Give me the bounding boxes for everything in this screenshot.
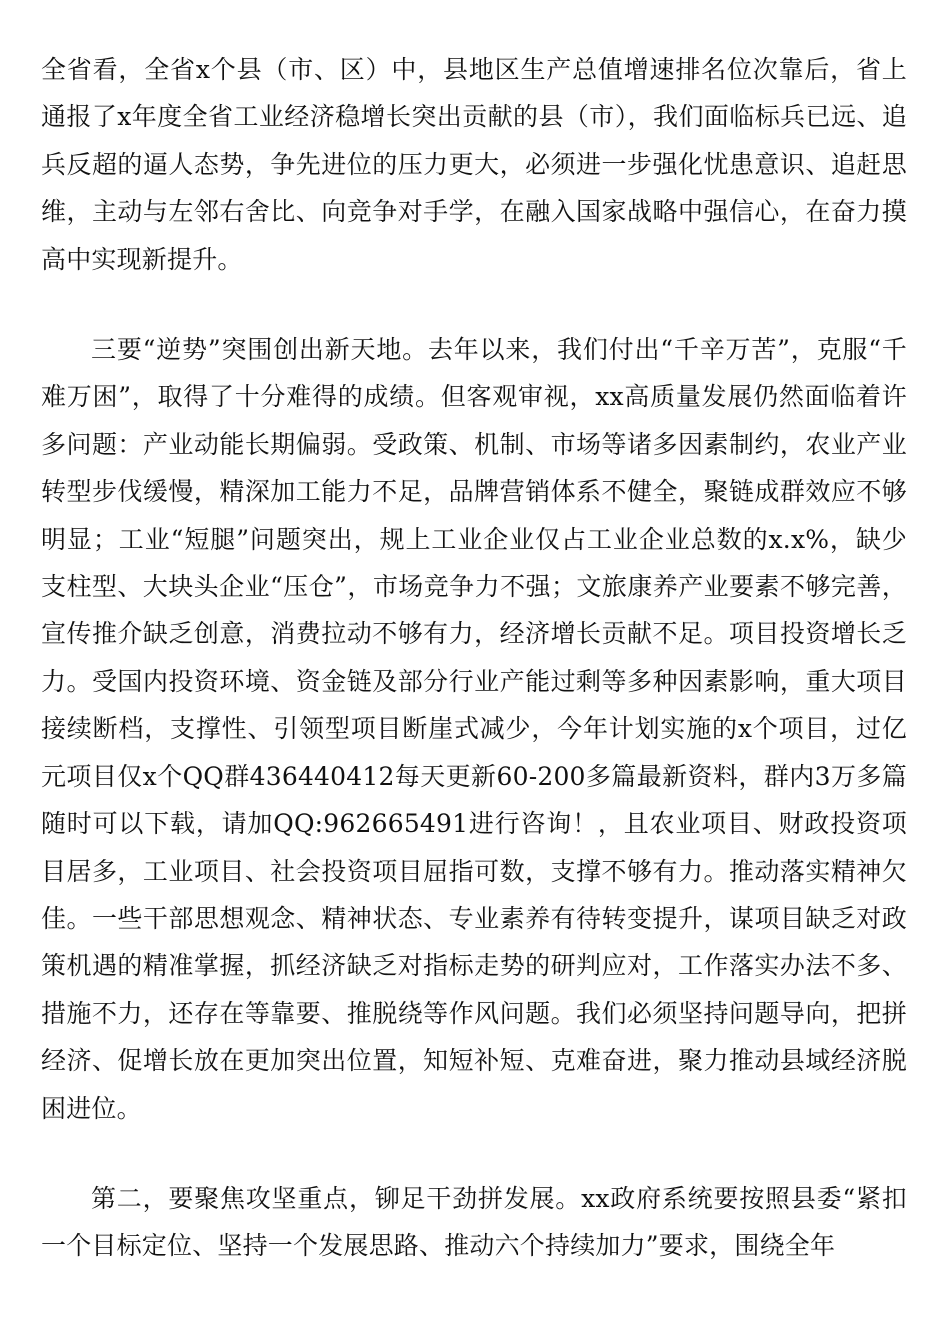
paragraph-spacer — [41, 1132, 907, 1175]
paragraph-third-point: 三要“逆势”突围创出新天地。去年以来，我们付出“千辛万苦”，克服“千难万困”，取得了十分难得的成绩。但客观审视，xx高质量发展仍然面临着许多问题：产业动能长期偏弱。受政策、机制、市场等诸多因素制约，农业产业转型步伐缓慢，精深加工能力不足，品牌营销体系不健全，聚链成群效应不够明显；工业“短腿”问题突出，规上工业企业仅占工业企业总数的x.x%，缺少支柱型、大块头企业“压仓”，市场竞争力不强；文旅康养产业要素不够完善，宣传推介缺乏创意，消费拉动不够有力，经济增长贡献不足。项目投资增长乏力。受国内投资环境、资金链及部分行业产能过剩等多种因素影响，重大项目接续断档，支撑性、引领型项目断崖式减少，今年计划实施的x个项目，过亿元项目仅x个QQ群436440412每天更新60-200多篇最新资料，群内3万多篇随时可以下载，请加QQ:962665491进行咨询！，且农业项目、财政投资项目居多，工业项目、社会投资项目屈指可数，支撑不够有力。推动落实精神欠佳。一些干部思想观念、精神状态、专业素养有待转变提升，谋项目缺乏对政策机遇的精准掌握，抓经济缺乏对指标走势的研判应对，工作落实办法不多、措施不力，还存在等靠要、推脱绕等作风问题。我们必须坚持问题导向，把拼经济、促增长放在更加突出位置，知短补短、克难奋进，聚力推动县域经济脱困进位。 — [41, 335, 907, 1123]
paragraph-continuation: 全省看，全省x个县（市、区）中，县地区生产总值增速排名位次靠后，省上通报了x年度全省工业经济稳增长突出贡献的县（市），我们面临标兵已远、追兵反超的逼人态势，争先进位的压力更大，必须进一步强化忧患意识、追赶思维，主动与左邻右舍比、向竞争对手学，在融入国家战略中强信心，在奋力摸高中实现新提升。 — [41, 55, 907, 274]
paragraph-second-section: 第二，要聚焦攻坚重点，铆足干劲拼发展。xx政府系统要按照县委“紧扣一个目标定位、坚持一个发展思路、推动六个持续加力”要求，围绕全年 — [41, 1183, 907, 1261]
document-page — [41, 46, 907, 1270]
paragraph-spacer — [41, 283, 907, 326]
